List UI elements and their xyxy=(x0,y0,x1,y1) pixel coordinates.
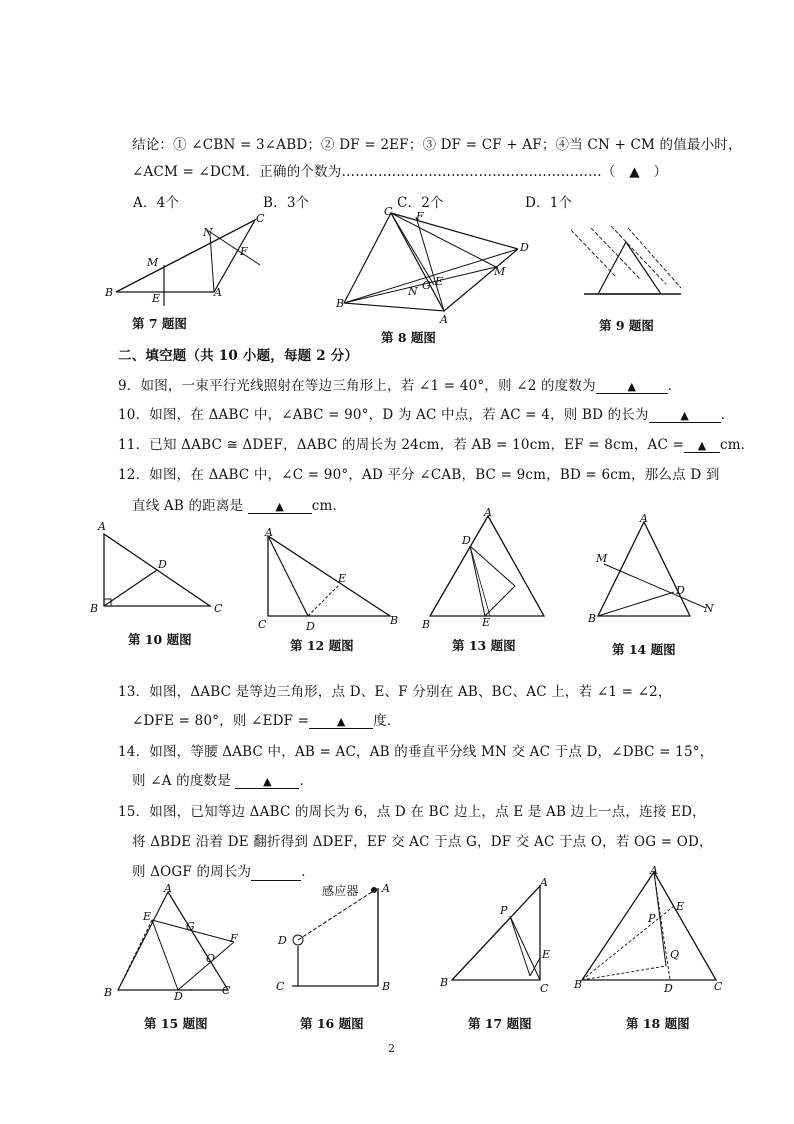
choice-b: B．3个 xyxy=(263,195,310,211)
question-10 xyxy=(118,403,734,423)
question-13-line-2 xyxy=(132,709,401,729)
svg-text:C: C xyxy=(384,207,393,218)
question-12-text: 直线 AB 的距离是 xyxy=(132,498,244,514)
svg-text:E: E xyxy=(542,948,551,961)
svg-text:M: M xyxy=(494,265,506,278)
unit: 度． xyxy=(373,713,401,729)
svg-text:A: A xyxy=(440,313,448,325)
svg-text:P: P xyxy=(500,904,508,917)
svg-text:A: A xyxy=(640,512,648,525)
svg-text:A: A xyxy=(650,866,658,877)
svg-text:N: N xyxy=(203,226,213,239)
svg-text:D: D xyxy=(306,620,315,632)
svg-text:B: B xyxy=(422,618,431,630)
question-15-line-1: 15．如图，已知等边 ΔABC 的周长为 6，点 D 在 BC 边上，点 E 是 AB 边上一点，连接 ED， xyxy=(118,804,706,820)
choice-c: C．2个 xyxy=(397,195,444,211)
answer-blank-11: ▲ xyxy=(684,439,720,453)
figure-13 xyxy=(420,506,555,630)
caption-figure-17: 第 17 题图 xyxy=(468,1016,532,1031)
svg-text:A: A xyxy=(164,884,172,895)
question-12-line-1: 12．如图，在 ΔABC 中，∠C = 90°，AD 平分 ∠CAB，BC = 9cm，BD = 6cm，那么点 D 到 xyxy=(118,467,720,483)
svg-text:D: D xyxy=(174,990,183,1002)
question-14-text: 则 ∠A 的度数是 xyxy=(132,773,231,789)
svg-text:D: D xyxy=(664,982,673,995)
svg-text:C: C xyxy=(214,602,223,615)
svg-text:F: F xyxy=(240,245,248,258)
svg-text:C: C xyxy=(276,980,285,993)
figure-10 xyxy=(88,518,228,618)
svg-text:M: M xyxy=(596,552,608,565)
question-9 xyxy=(118,374,682,394)
svg-text:P: P xyxy=(648,912,656,925)
svg-text:D: D xyxy=(462,534,471,547)
figure-17 xyxy=(436,878,562,996)
caption-figure-12: 第 12 题图 xyxy=(290,638,354,653)
svg-text:B: B xyxy=(440,976,449,989)
question-13-line-1: 13．如图，ΔABC 是等边三角形，点 D、E、F 分别在 AB、BC、AC 上，若 ∠1 = ∠2， xyxy=(118,684,672,700)
question-11-text: 11．已知 ΔABC ≅ ΔDEF，ΔABC 的周长为 24cm，若 AB = 10cm，EF = 8cm，AC = xyxy=(118,437,685,453)
svg-text:F: F xyxy=(416,210,424,223)
question-14-line-1: 14．如图，等腰 ΔABC 中，AB = AC，AB 的垂直平分线 MN 交 AC 于点 D，∠DBC = 15°， xyxy=(118,744,714,760)
question-15-line-2: 将 ΔBDE 沿着 DE 翻折得到 ΔDEF，EF 交 AC 于点 G，DF 交 AC 于点 O，若 OG = OD， xyxy=(132,834,713,850)
figure-8 xyxy=(336,207,536,325)
svg-text:B: B xyxy=(390,614,399,627)
svg-text:O: O xyxy=(206,952,216,965)
figure-9 xyxy=(566,222,696,302)
answer-blank-12: ▲ xyxy=(248,500,312,514)
figure-18 xyxy=(574,866,724,996)
svg-text:B: B xyxy=(90,602,99,615)
svg-text:B: B xyxy=(574,978,583,991)
choice-a: A．4个 xyxy=(133,195,180,211)
unit: cm． xyxy=(720,437,755,453)
svg-text:F: F xyxy=(230,932,238,945)
question-13-text: ∠DFE = 80°，则 ∠EDF = xyxy=(132,713,310,729)
svg-text:A: A xyxy=(540,878,548,889)
svg-text:N: N xyxy=(704,602,714,615)
conclusion-line-2: ∠ACM = ∠DCM．正确的个数为…………………………………………………（ ▲ ） xyxy=(132,164,668,180)
period: ． xyxy=(667,378,682,394)
caption-figure-7: 第 7 题图 xyxy=(132,316,187,331)
caption-figure-10: 第 10 题图 xyxy=(128,632,192,647)
svg-text:A: A xyxy=(265,526,273,539)
question-12-line-2 xyxy=(132,494,346,514)
svg-text:E: E xyxy=(143,910,152,923)
caption-figure-15: 第 15 题图 xyxy=(144,1016,208,1031)
svg-text:D: D xyxy=(158,558,167,571)
period: ． xyxy=(720,407,735,423)
svg-text:B: B xyxy=(588,612,597,625)
caption-figure-16: 第 16 题图 xyxy=(300,1016,364,1031)
sensor-label: 感应器 xyxy=(322,884,359,898)
figure-14 xyxy=(586,512,716,627)
caption-figure-9: 第 9 题图 xyxy=(599,318,654,333)
svg-text:E: E xyxy=(676,900,685,913)
answer-blank-14: ▲ xyxy=(235,775,299,789)
question-10-text: 10．如图，在 ΔABC 中，∠ABC = 90°，D 为 AC 中点，若 AC = 4，则 BD 的长为 xyxy=(118,407,649,423)
answer-blank-13: ▲ xyxy=(309,715,373,729)
caption-figure-18: 第 18 题图 xyxy=(626,1016,690,1031)
conclusion-line-1: 结论：① ∠CBN = 3∠ABD；② DF = 2EF；③ DF = CF + AF；④当 CN + CM 的值最小时， xyxy=(132,137,742,153)
caption-figure-13: 第 13 题图 xyxy=(452,638,516,653)
question-9-text: 9．如图，一束平行光线照射在等边三角形上，若 ∠1 = 40°，则 ∠2 的度数为 xyxy=(118,378,596,394)
figure-12 xyxy=(256,524,406,632)
answer-blank-10: ▲ xyxy=(649,409,721,423)
svg-text:N: N xyxy=(408,285,418,298)
svg-text:Q: Q xyxy=(670,948,680,961)
svg-text:G: G xyxy=(186,920,195,933)
svg-text:G: G xyxy=(422,279,431,292)
svg-text:A: A xyxy=(214,286,222,299)
answer-blank-9: ▲ xyxy=(596,380,668,394)
choice-d: D．1个 xyxy=(525,195,573,211)
svg-text:B: B xyxy=(336,297,345,310)
svg-text:B: B xyxy=(105,286,114,299)
svg-text:A: A xyxy=(98,520,106,533)
figure-7 xyxy=(102,210,272,310)
period: ． xyxy=(299,773,314,789)
page-number: 2 xyxy=(388,1042,395,1055)
svg-text:E: E xyxy=(152,292,161,305)
svg-text:B: B xyxy=(382,980,391,993)
figure-15 xyxy=(100,884,250,1002)
svg-text:C: C xyxy=(258,618,267,631)
svg-text:M: M xyxy=(147,256,159,269)
svg-text:A: A xyxy=(484,506,492,519)
svg-text:D: D xyxy=(520,241,529,254)
section-title-fill-in: 二、填空题（共 10 小题，每题 2 分） xyxy=(118,348,359,364)
svg-text:A: A xyxy=(382,882,390,895)
svg-text:C: C xyxy=(540,982,549,995)
caption-figure-8: 第 8 题图 xyxy=(381,330,436,345)
svg-text:D: D xyxy=(676,584,685,597)
unit: cm． xyxy=(311,498,347,514)
svg-text:C: C xyxy=(256,212,265,225)
svg-text:E: E xyxy=(482,616,491,629)
answer-blank-15 xyxy=(251,864,301,881)
svg-text:E: E xyxy=(435,275,444,288)
question-14-line-2 xyxy=(132,769,313,789)
svg-text:E: E xyxy=(338,572,347,585)
question-15-text: 则 ΔOGF 的周长为 xyxy=(132,864,252,880)
svg-text:C: C xyxy=(714,980,723,993)
svg-text:B: B xyxy=(104,986,113,999)
period: ． xyxy=(301,864,315,880)
question-15-line-3 xyxy=(132,860,315,881)
caption-figure-14: 第 14 题图 xyxy=(612,642,676,657)
question-11 xyxy=(118,433,755,453)
svg-text:C: C xyxy=(222,984,231,997)
svg-text:D: D xyxy=(278,934,287,947)
